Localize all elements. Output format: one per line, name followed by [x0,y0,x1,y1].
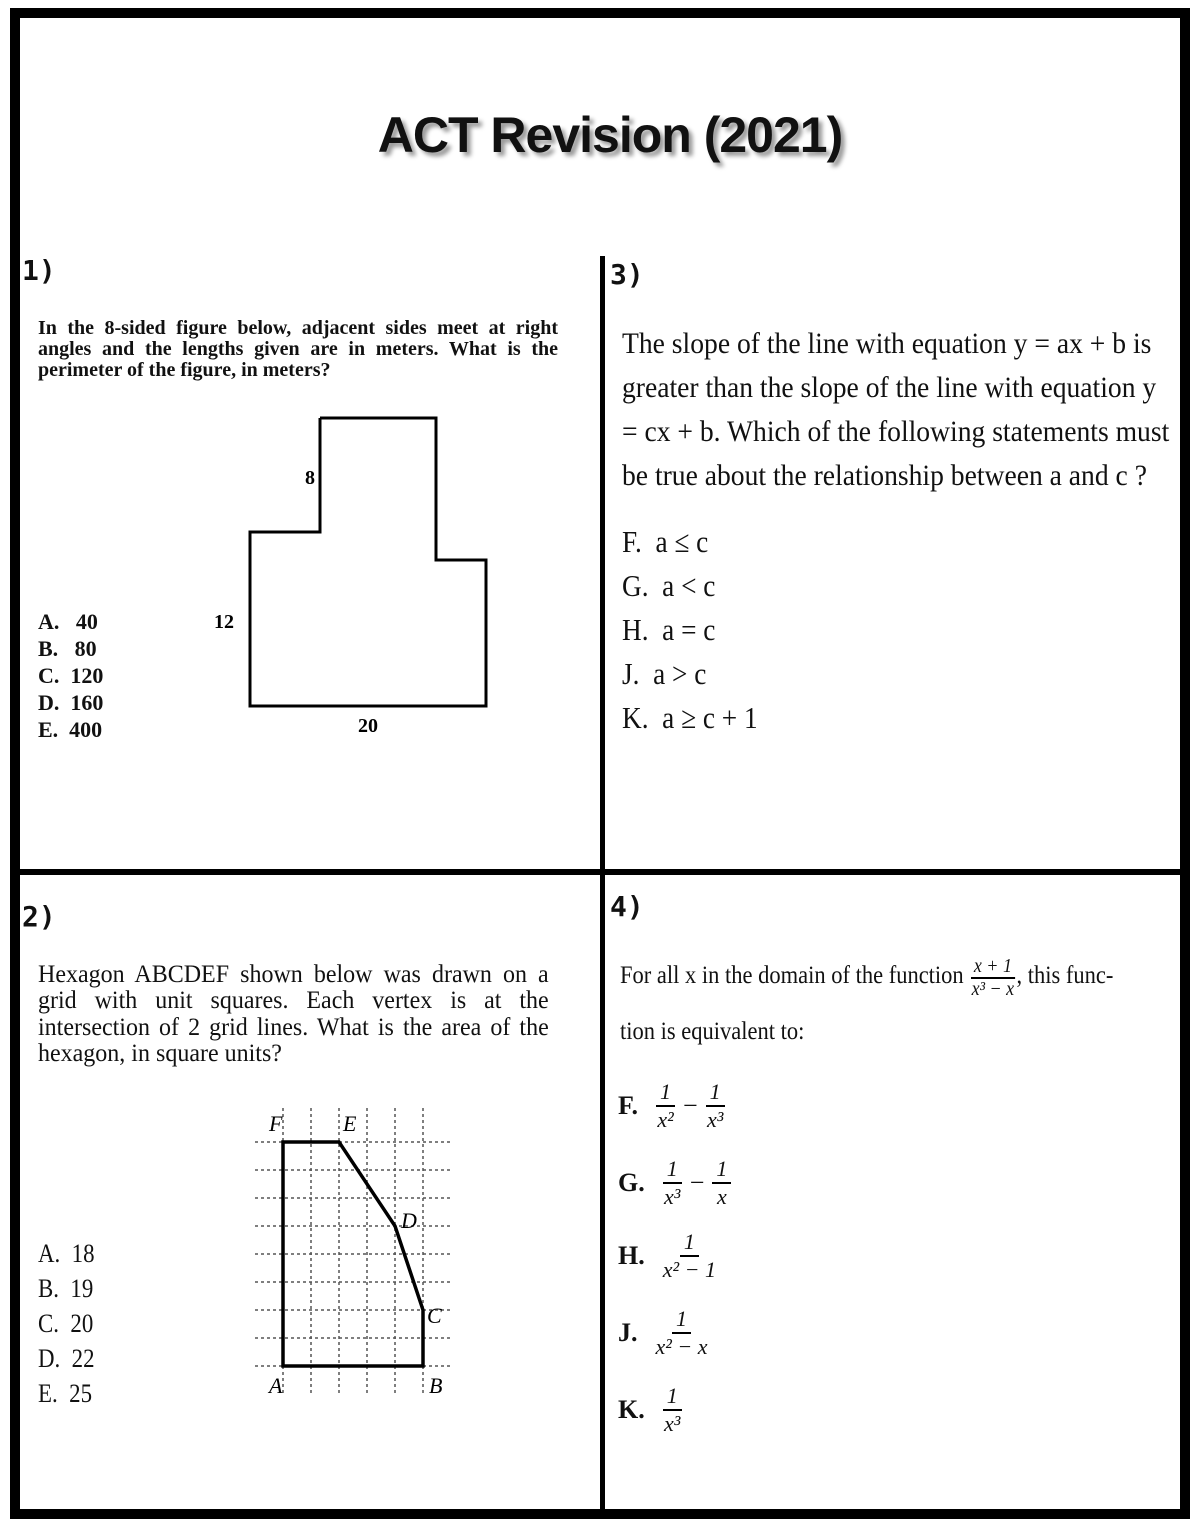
q4-option-5 [618,1385,686,1435]
q3-option-5: K. a ≥ c + 1 [622,700,758,735]
q2-option-4: D. 22 [38,1344,95,1373]
fraction-numerator: 1 [712,1158,731,1184]
question-2-options [38,1236,95,1411]
fraction-denominator: x³ [706,1107,724,1132]
q4-option-3 [618,1231,720,1281]
q4-option-fraction [663,1385,682,1435]
q1-option-5: E. 400 [38,717,103,742]
fraction-denominator: x³ [664,1184,681,1209]
question-1-text: In the 8-sided figure below, adjacent sides meet at right angles and the lengths given are in meters. What is the perimeter of the figure, in meters? [38,317,558,381]
q1-option-4: D. 160 [38,690,104,715]
worksheet-frame [10,8,1190,1519]
question-4-text-line2: tion is equivalent to: [620,1018,805,1045]
q4-option-letter: F. [618,1091,638,1120]
question-2-number: 2) [22,900,56,933]
vertex-label-d: D [401,1208,417,1233]
q2-option-3: C. 20 [38,1309,94,1338]
fraction-numerator: 1 [706,1081,725,1107]
q4-option-fraction [663,1231,716,1281]
question-4-text-before: For all x in the domain of the function [620,962,964,989]
vertical-divider [600,256,605,1516]
q4-option-fraction [656,1081,675,1131]
q3-option-2: G. a < c [622,568,716,603]
label-top-length: 8 [305,467,315,489]
question-1-options [38,608,103,743]
octagon-figure [214,408,510,748]
q4-option-2 [618,1158,735,1208]
q4-option-fraction [656,1308,708,1358]
q4-option-letter: G. [618,1168,645,1197]
q3-option-3: H. a = c [622,612,716,647]
fraction-numerator: 1 [680,1231,699,1257]
fraction-denominator: x² [657,1107,674,1132]
q4-option-letter: J. [618,1318,638,1347]
q2-option-5: E. 25 [38,1379,93,1408]
q4-option-fraction [706,1081,725,1131]
q1-option-3: C. 120 [38,663,104,688]
vertex-label-c: C [427,1303,442,1328]
q2-option-2: B. 19 [38,1274,94,1303]
q2-option-1: A. 18 [38,1239,95,1268]
fraction-numerator: 1 [663,1158,682,1184]
q1-option-2: B. 80 [38,636,97,661]
question-2-text: Hexagon ABCDEF shown below was drawn on a grid with unit squares. Each vertex is at the intersection of 2 grid lines. What is the area of the hexagon, in square units? [38,961,549,1067]
label-left-length: 12 [214,611,234,633]
horizontal-divider [20,869,1180,875]
vertex-label-b: B [429,1373,443,1398]
fraction-denominator: x [717,1184,727,1209]
fraction-denominator: x³ [664,1411,681,1436]
label-bottom-length: 20 [358,715,378,737]
question-4-text [620,948,1142,1060]
q1-option-1: A. 40 [38,609,98,634]
fraction-numerator: 1 [663,1385,682,1411]
vertex-label-a: A [269,1373,283,1398]
q4-option-fraction [663,1158,682,1208]
q4-option-4 [618,1308,711,1358]
hexagon-grid-figure [245,1103,460,1403]
fraction-denominator: x² − x [655,1334,708,1359]
q4-option-1 [618,1081,729,1131]
question-3-text: The slope of the line with equation y = ax + b is greater than the slope of the line with equation y = cx + b. Which of the following statements must be true about the relationship between a and c ? [622,327,1170,492]
question-3-number: 3) [610,258,644,291]
question-4-text-after: , this func- [1016,962,1114,989]
function-fraction [971,956,1015,999]
fraction-denominator: x² − 1 [662,1257,716,1282]
question-1-number: 1) [22,254,56,287]
vertex-label-e: E [343,1111,357,1136]
q3-option-4: J. a > c [622,656,707,691]
question-3-options [622,520,758,740]
fraction-numerator: 1 [672,1308,691,1334]
fraction-numerator: 1 [656,1081,675,1107]
octagon-outline [250,418,486,706]
question-4-number: 4) [610,890,644,923]
q4-option-fraction [712,1158,731,1208]
vertex-label-f: F [269,1111,283,1136]
q3-option-1: F. a ≤ c [622,524,709,559]
function-denominator: x³ − x [971,977,1015,1000]
minus-sign: − [689,1168,705,1197]
minus-sign: − [683,1091,698,1120]
q4-option-letter: K. [618,1395,645,1424]
function-numerator: x + 1 [971,956,1015,979]
q4-option-letter: H. [618,1241,645,1270]
worksheet-title: ACT Revision (2021) [377,107,843,163]
